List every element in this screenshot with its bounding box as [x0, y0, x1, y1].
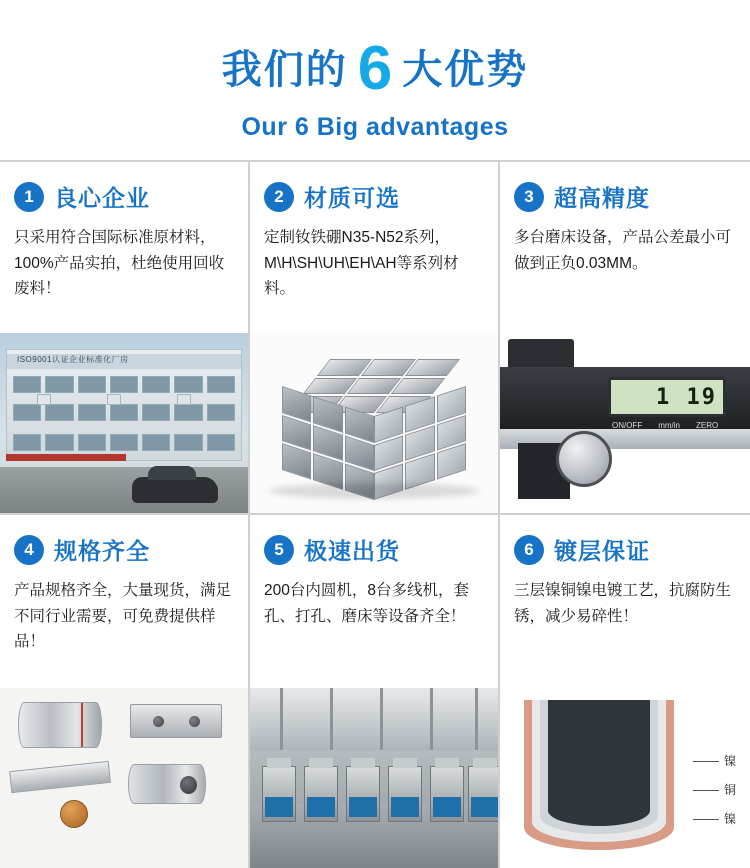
- size-reference-coin: [60, 800, 88, 828]
- grinding-machine: [304, 766, 338, 822]
- window: [110, 376, 138, 393]
- advantage-card-3: [500, 162, 750, 515]
- advantage-desc-1: 只采用符合国际标准原材料，100%产品实拍，杜绝使用回收废料！: [14, 229, 225, 298]
- advantage-number-badge-4: 4: [14, 535, 44, 565]
- window: [45, 434, 73, 451]
- advantage-title-6: 镀层保证: [554, 538, 650, 564]
- layer-label-copper: 铜: [693, 781, 736, 798]
- advantage-header-2: [264, 180, 484, 213]
- title-suffix: 大优势: [402, 48, 529, 92]
- magnet-cube: [274, 359, 474, 499]
- digital-caliper-photo: [500, 333, 750, 513]
- window: [13, 404, 41, 421]
- advantage-desc-4: 产品规格齐全，大量现货，满足不同行业需要，可免费提供样品！: [14, 582, 232, 651]
- window: [207, 376, 235, 393]
- advantage-number-badge-1: 1: [14, 182, 44, 212]
- caliper-buttons: [612, 421, 718, 430]
- machine-top: [435, 758, 459, 768]
- magnet-cube-photo: [250, 333, 498, 513]
- window-row-upper: [13, 376, 235, 393]
- advantage-title-4: 规格齐全: [54, 538, 150, 564]
- window: [110, 404, 138, 421]
- advantage-card-4: [0, 515, 250, 868]
- factory-workshop-photo: [250, 688, 498, 868]
- window: [142, 376, 170, 393]
- machine-base: [307, 797, 335, 817]
- window: [13, 376, 41, 393]
- plating-layers-diagram: [500, 688, 750, 868]
- air-conditioner-unit: [37, 394, 51, 405]
- caliper-button-zero: ZERO: [696, 421, 719, 430]
- window: [207, 404, 235, 421]
- window: [78, 404, 106, 421]
- countersunk-plate-magnet: [130, 704, 222, 738]
- advantage-number-badge-2: 2: [264, 182, 294, 212]
- countersunk-hole: [189, 716, 200, 727]
- advantage-card-6: [500, 515, 750, 868]
- machine-top: [267, 758, 291, 768]
- cube-shadow: [269, 483, 479, 499]
- page-header: [0, 0, 750, 160]
- advantage-header-5: [264, 533, 484, 566]
- advantage-card-2: [250, 162, 500, 515]
- advantage-number-badge-5: 5: [264, 535, 294, 565]
- window: [207, 434, 235, 451]
- caliper-reading: 1 19: [656, 384, 717, 410]
- air-conditioner-unit: [107, 394, 121, 405]
- magnet-assortment-photo: [0, 688, 248, 868]
- machine-base: [391, 797, 419, 817]
- ring-hole: [180, 776, 197, 794]
- title-prefix: 我们的: [221, 48, 348, 92]
- machine-base: [433, 797, 461, 817]
- air-conditioner-unit: [177, 394, 191, 405]
- advantage-header-1: [14, 180, 234, 213]
- advantage-number-badge-6: 6: [514, 535, 544, 565]
- magnet-core: [548, 700, 650, 826]
- grinding-machine: [430, 766, 464, 822]
- countersunk-hole: [153, 716, 164, 727]
- advantage-desc-2: 定制钕铁硼N35-N52系列，M\H\SH\UH\EH\AH等系列材料。: [264, 229, 459, 298]
- grinding-machine: [388, 766, 422, 822]
- roof-beam: [380, 688, 383, 750]
- machine-base: [471, 797, 499, 817]
- window: [142, 404, 170, 421]
- machine-top: [473, 758, 497, 768]
- advantage-title-2: 材质可选: [304, 185, 400, 211]
- advantage-desc-6: 三层镍铜镍电镀工艺，抗腐防生锈，减少易碎性！: [514, 582, 732, 625]
- red-banner: [6, 454, 126, 461]
- advantage-title-3: 超高精度: [554, 185, 650, 211]
- advantage-desc-5: 200台内圆机，8台多线机，套孔、打孔、磨床等设备齐全！: [264, 582, 469, 625]
- advantage-card-1: [0, 162, 250, 515]
- ring-magnet-stack: [128, 764, 206, 804]
- advantage-card-5: [250, 515, 500, 868]
- window: [78, 376, 106, 393]
- layer-label-nickel-outer: 镍: [693, 752, 736, 769]
- window-row-lower: [13, 434, 235, 451]
- roof-beam: [475, 688, 478, 750]
- layer-label-nickel-inner: 镍: [693, 810, 736, 827]
- advantage-header-3: [514, 180, 736, 213]
- advantage-desc-3: 多台磨床设备，产品公差最小可做到正负0.03MM。: [514, 229, 732, 272]
- building-facade: [6, 349, 242, 461]
- caliper-button-unit: mm/in: [658, 421, 680, 430]
- caliper-lcd-screen: [608, 377, 726, 417]
- window: [45, 376, 73, 393]
- roof-beam: [430, 688, 433, 750]
- window: [174, 376, 202, 393]
- disc-magnet-stack: [18, 702, 102, 748]
- roof-beam: [330, 688, 333, 750]
- parked-car: [132, 477, 218, 503]
- measured-ring-magnet: [556, 431, 612, 487]
- window: [13, 434, 41, 451]
- machine-top: [351, 758, 375, 768]
- advantages-grid: [0, 160, 750, 868]
- machine-base: [349, 797, 377, 817]
- machine-top: [393, 758, 417, 768]
- advantage-title-5: 极速出货: [304, 538, 400, 564]
- grinding-machine: [468, 766, 500, 822]
- page-title: [221, 32, 529, 103]
- machine-base: [265, 797, 293, 817]
- advantage-title-1: 良心企业: [54, 185, 150, 211]
- advantage-header-6: [514, 533, 736, 566]
- arc-magnet-cutaway: [524, 700, 674, 850]
- roof-beam: [280, 688, 283, 750]
- window-row-middle: [13, 404, 235, 421]
- window: [110, 434, 138, 451]
- window: [45, 404, 73, 421]
- window: [142, 434, 170, 451]
- window: [174, 434, 202, 451]
- machine-top: [309, 758, 333, 768]
- advantage-number-badge-3: 3: [514, 182, 544, 212]
- caliper-button-onoff: ON/OFF: [612, 421, 643, 430]
- page-subtitle: Our 6 Big advantages: [241, 113, 509, 141]
- title-number: 6: [357, 34, 393, 103]
- window: [174, 404, 202, 421]
- grinding-machine: [346, 766, 380, 822]
- factory-building-photo: [0, 333, 248, 513]
- window: [78, 434, 106, 451]
- plating-layer-labels: [693, 752, 736, 827]
- workshop-roof: [250, 688, 498, 750]
- polarity-marker-line: [81, 703, 83, 747]
- advantage-header-4: [14, 533, 234, 566]
- grinding-machine: [262, 766, 296, 822]
- building-sign-text: ISO9001认证企业标准化厂房: [17, 355, 129, 364]
